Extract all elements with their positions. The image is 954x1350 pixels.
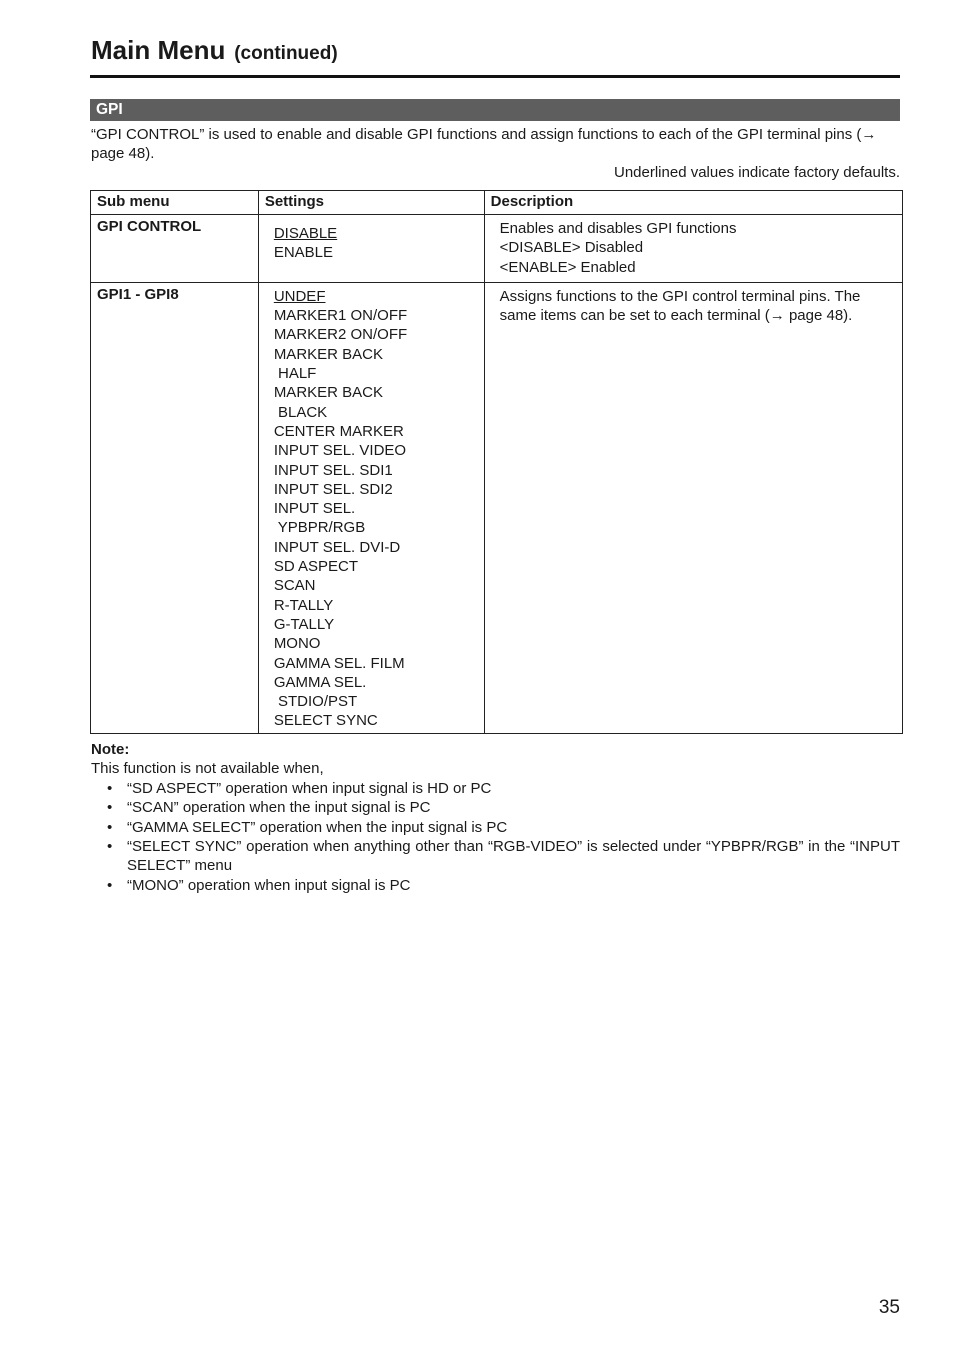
note-item xyxy=(91,818,900,837)
submenu-cell: GPI CONTROL xyxy=(91,215,259,283)
setting-option: INPUT SEL. xyxy=(273,500,356,518)
setting-option: ENABLE xyxy=(273,244,334,262)
column-header-submenu: Sub menu xyxy=(91,191,259,215)
bullet-icon: • xyxy=(107,818,113,836)
bullet-icon: • xyxy=(107,779,113,797)
note-block xyxy=(91,740,900,895)
setting-option: MARKER1 ON/OFF xyxy=(273,307,408,325)
bullet-icon: • xyxy=(107,799,113,817)
description-line: Assigns functions to the GPI control terminal pins. The same items can be set to each terminal (→ page 48). xyxy=(499,287,861,325)
page-number: 35 xyxy=(878,1297,900,1318)
setting-option: BLACK xyxy=(273,403,328,421)
note-intro: This function is not available when, xyxy=(91,760,324,778)
setting-option: MONO xyxy=(273,635,321,653)
description-line: Enables and disables GPI functions xyxy=(499,220,737,237)
settings-cell xyxy=(258,282,484,733)
setting-option-default: UNDEF xyxy=(273,287,326,305)
note-item-text: “MONO” operation when input signal is PC xyxy=(127,876,411,894)
note-item xyxy=(91,837,900,876)
page-title-main: Main Menu xyxy=(91,35,226,65)
settings-table xyxy=(90,190,903,734)
setting-option: GAMMA SEL. FILM xyxy=(273,654,405,672)
setting-option: INPUT SEL. SDI1 xyxy=(273,461,393,479)
note-item-text: “SELECT SYNC” operation when anything other than “RGB-VIDEO” is selected under “YPBPR/RGB” in the “INPUT SELECT” menu xyxy=(127,838,900,875)
section-header-bar xyxy=(90,99,900,121)
setting-option: MARKER2 ON/OFF xyxy=(273,326,408,344)
submenu-cell: GPI1 - GPI8 xyxy=(91,282,259,733)
setting-option: MARKER BACK xyxy=(273,345,384,363)
note-item xyxy=(91,876,900,895)
table-row xyxy=(91,282,903,733)
setting-option: HALF xyxy=(273,365,317,383)
bullet-icon: • xyxy=(107,876,113,894)
description-cell xyxy=(484,215,902,283)
setting-option: SELECT SYNC xyxy=(273,712,378,730)
setting-option: MARKER BACK xyxy=(273,384,384,402)
section-title: GPI xyxy=(96,101,123,118)
description-cell xyxy=(484,282,902,733)
setting-option: G-TALLY xyxy=(273,615,335,633)
table-header-row xyxy=(91,191,903,215)
table-row xyxy=(91,215,903,283)
setting-option: INPUT SEL. SDI2 xyxy=(273,480,393,498)
column-header-description: Description xyxy=(484,191,902,215)
setting-option: YPBPR/RGB xyxy=(273,519,366,537)
setting-option: SCAN xyxy=(273,577,316,595)
setting-option: GAMMA SEL. xyxy=(273,673,367,691)
section-intro: “GPI CONTROL” is used to enable and disable GPI functions and assign functions to each of the GPI terminal pins (→ page 48). xyxy=(91,126,877,163)
note-item-text: “SD ASPECT” operation when input signal is HD or PC xyxy=(127,779,492,797)
note-label: Note: xyxy=(91,741,130,758)
description-line: <ENABLE> Enabled xyxy=(499,258,636,276)
setting-option: R-TALLY xyxy=(273,596,334,614)
settings-cell xyxy=(258,215,484,283)
setting-option: INPUT SEL. DVI-D xyxy=(273,538,401,556)
description-line: <DISABLE> Disabled xyxy=(499,239,644,257)
setting-option: INPUT SEL. VIDEO xyxy=(273,442,407,460)
setting-option: SD ASPECT xyxy=(273,558,359,576)
bullet-icon: • xyxy=(107,838,113,856)
page-title xyxy=(91,30,338,67)
column-header-settings: Settings xyxy=(258,191,484,215)
setting-option-default: DISABLE xyxy=(273,225,338,242)
header-rule xyxy=(90,75,900,78)
note-list xyxy=(91,779,900,895)
setting-option: CENTER MARKER xyxy=(273,422,404,440)
defaults-note: Underlined values indicate factory defaults. xyxy=(614,164,900,181)
note-item xyxy=(91,798,900,817)
setting-option: STDIO/PST xyxy=(273,693,358,711)
page-title-continued: (continued) xyxy=(234,43,338,64)
note-item xyxy=(91,779,900,798)
note-item-text: “SCAN” operation when the input signal is PC xyxy=(127,799,431,817)
note-item-text: “GAMMA SELECT” operation when the input signal is PC xyxy=(127,818,508,836)
